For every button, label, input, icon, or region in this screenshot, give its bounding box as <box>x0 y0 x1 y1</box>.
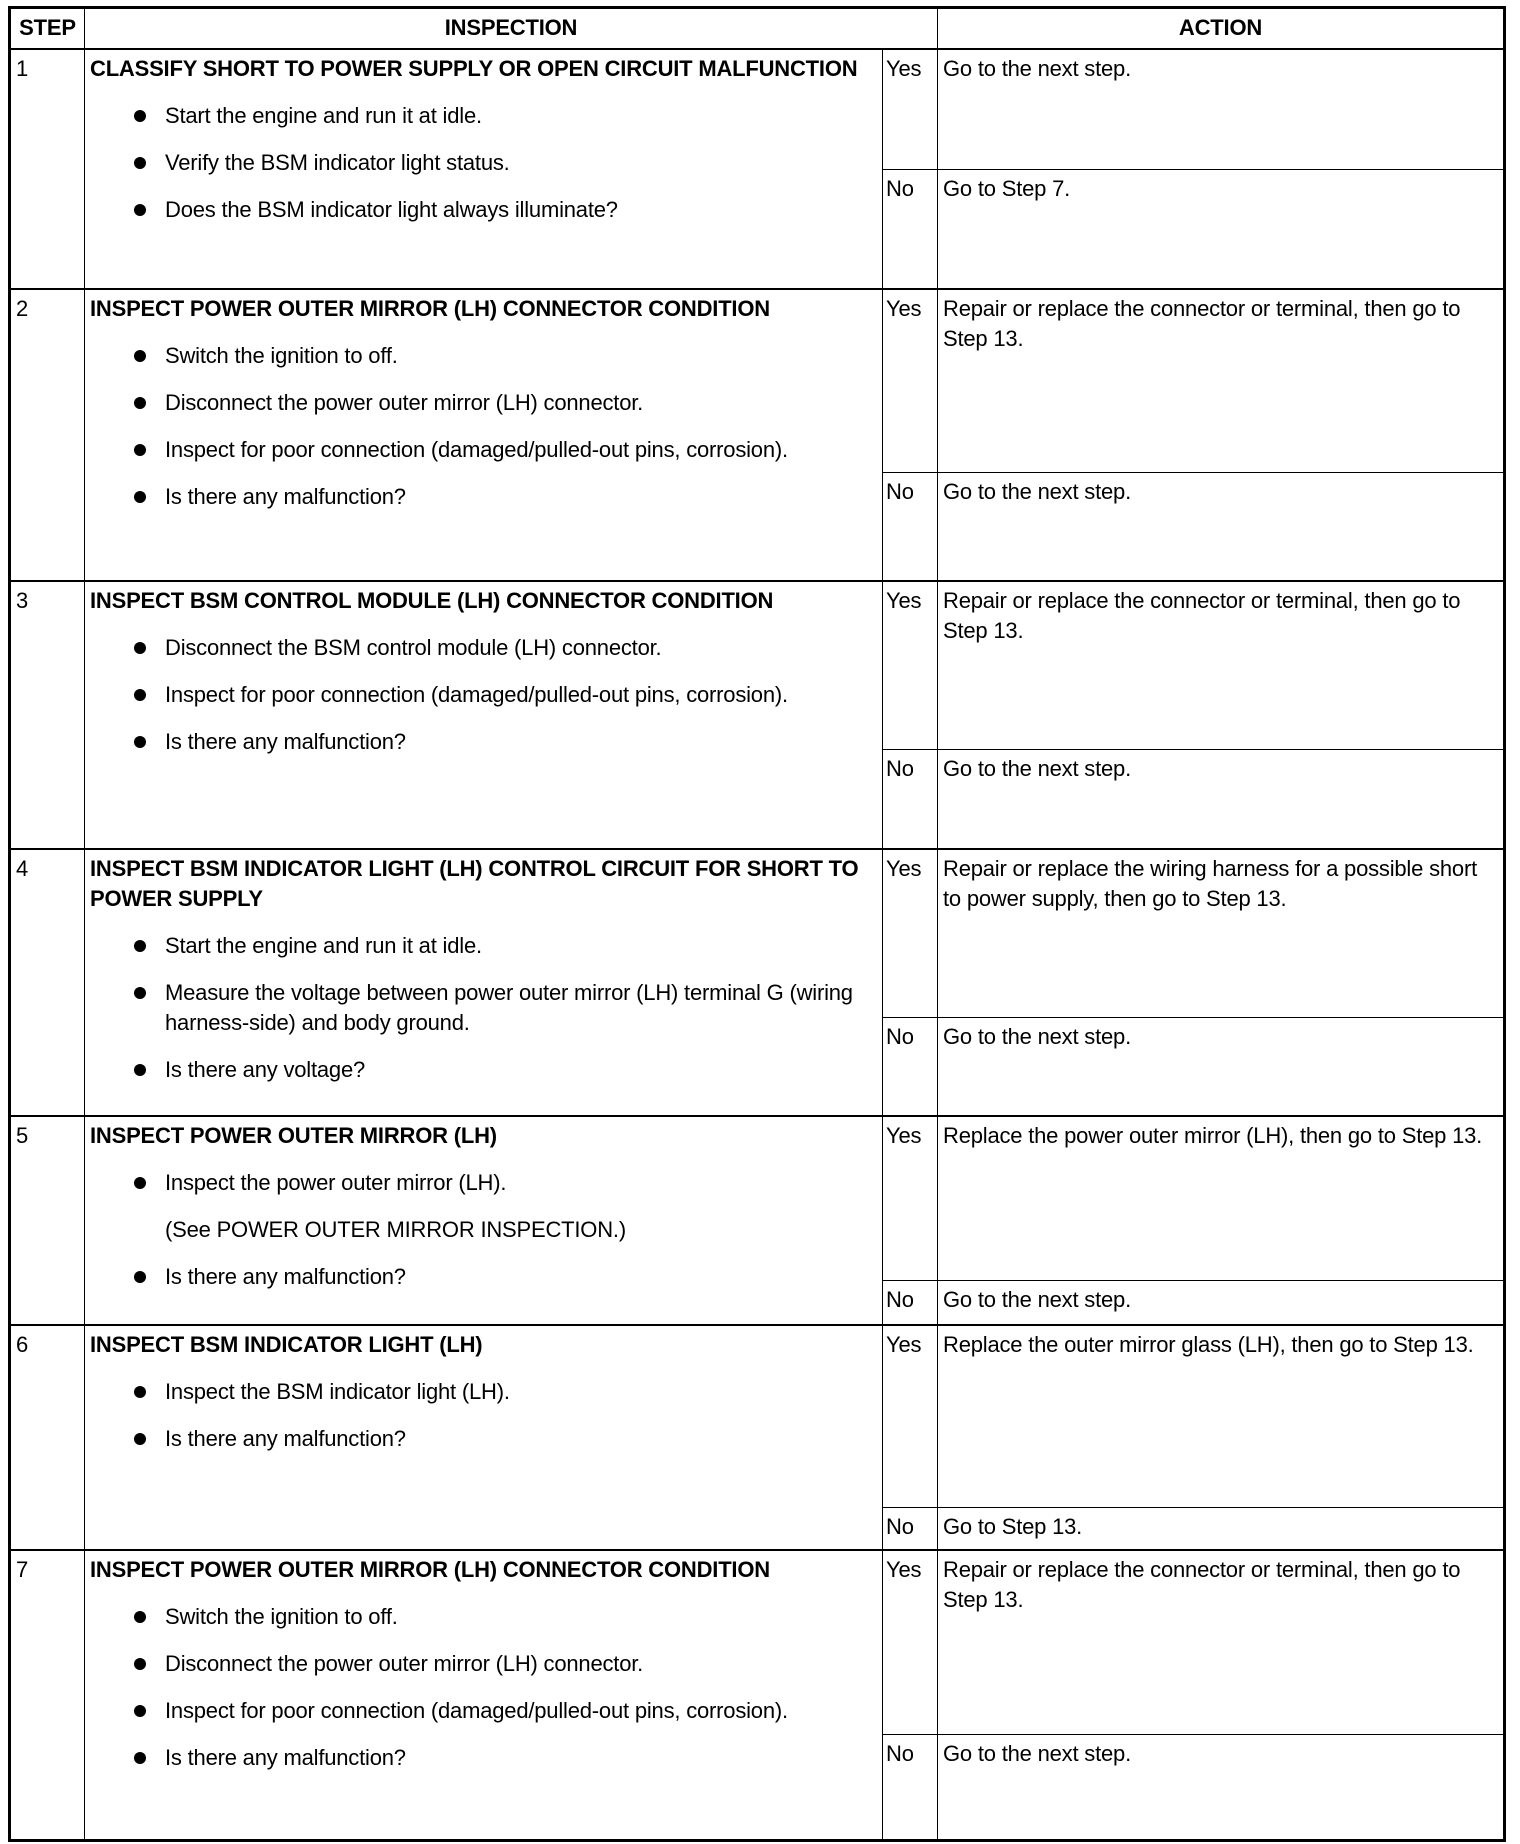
inspection-bullet-item <box>90 148 877 178</box>
inspection-cell <box>85 581 883 849</box>
no-label: No <box>883 473 938 581</box>
yes-action: Repair or replace the connector or terminal, then go to Step 13. <box>938 289 1505 473</box>
no-action: Go to the next step. <box>938 1281 1505 1325</box>
bullet-icon <box>134 689 146 701</box>
bullet-text: Disconnect the power outer mirror (LH) connector. <box>165 1650 644 1676</box>
inspection-cell <box>85 1550 883 1841</box>
no-label: No <box>883 170 938 289</box>
bullet-icon <box>134 1177 146 1189</box>
bullet-icon <box>134 444 146 456</box>
bullet-icon <box>134 110 146 122</box>
bullet-icon <box>134 350 146 362</box>
yes-action: Repair or replace the connector or terminal, then go to Step 13. <box>938 1550 1505 1735</box>
bullet-icon <box>134 1705 146 1717</box>
no-label: No <box>883 1508 938 1550</box>
step-number: 1 <box>10 49 85 289</box>
step-number: 2 <box>10 289 85 581</box>
bullet-text: Is there any malfunction? <box>165 1744 406 1770</box>
bullet-text: Is there any malfunction? <box>165 1263 406 1289</box>
step-row-yes <box>10 289 1505 473</box>
step-row-yes <box>10 49 1505 170</box>
bullet-text: Disconnect the power outer mirror (LH) connector. <box>165 389 644 415</box>
no-label: No <box>883 1018 938 1116</box>
bullet-icon <box>134 736 146 748</box>
inspection-bullet-item <box>90 680 877 710</box>
inspection-bullet-item <box>90 195 877 225</box>
inspection-cell <box>85 849 883 1116</box>
no-action: Go to Step 7. <box>938 170 1505 289</box>
no-label: No <box>883 750 938 849</box>
bullet-icon <box>134 1064 146 1076</box>
inspection-bullet-item <box>90 1262 877 1292</box>
inspection-cell <box>85 49 883 289</box>
bullet-icon <box>134 1752 146 1764</box>
bullet-icon <box>134 397 146 409</box>
inspection-bullet-item <box>90 1168 877 1198</box>
no-action: Go to the next step. <box>938 750 1505 849</box>
bullet-text: Verify the BSM indicator light status. <box>165 149 510 175</box>
step-number: 6 <box>10 1325 85 1550</box>
bullet-icon <box>134 204 146 216</box>
inspection-cell <box>85 289 883 581</box>
bullet-icon <box>134 940 146 952</box>
bullet-icon <box>134 1611 146 1623</box>
no-label: No <box>883 1735 938 1841</box>
inspection-title: INSPECT BSM CONTROL MODULE (LH) CONNECTOR CONDITION <box>90 587 774 613</box>
yes-action: Replace the power outer mirror (LH), then go to Step 13. <box>938 1116 1505 1281</box>
bullet-icon <box>134 157 146 169</box>
bullet-text: Is there any malfunction? <box>165 1425 406 1451</box>
inspection-bullet-item <box>90 388 877 418</box>
bullet-icon <box>134 642 146 654</box>
yes-label: Yes <box>883 49 938 170</box>
inspection-bullet-item <box>90 1602 877 1632</box>
bullet-text: Start the engine and run it at idle. <box>165 932 482 958</box>
bullet-text: Disconnect the BSM control module (LH) connector. <box>165 634 662 660</box>
bullet-text: Is there any malfunction? <box>165 483 406 509</box>
bullet-icon <box>134 1271 146 1283</box>
inspection-title: INSPECT POWER OUTER MIRROR (LH) <box>90 1122 497 1148</box>
bullet-icon <box>134 491 146 503</box>
no-action: Go to Step 13. <box>938 1508 1505 1550</box>
bullet-text: Switch the ignition to off. <box>165 342 398 368</box>
bullet-text: Inspect for poor connection (damaged/pulled-out pins, corrosion). <box>165 436 788 462</box>
inspection-bullet-item <box>90 1649 877 1679</box>
inspection-note: (See POWER OUTER MIRROR INSPECTION.) <box>165 1216 626 1242</box>
yes-action: Repair or replace the wiring harness for a possible short to power supply, then go to Step 13. <box>938 849 1505 1018</box>
step-row-yes <box>10 581 1505 750</box>
step-number: 7 <box>10 1550 85 1841</box>
inspection-bullet-item <box>90 1696 877 1726</box>
diagnostic-procedure-table <box>8 6 1506 1842</box>
step-number: 3 <box>10 581 85 849</box>
bullet-text: Does the BSM indicator light always illuminate? <box>165 196 618 222</box>
inspection-bullet-item <box>90 482 877 512</box>
bullet-text: Inspect the power outer mirror (LH). <box>165 1169 507 1195</box>
no-action: Go to the next step. <box>938 473 1505 581</box>
inspection-bullet-item <box>90 101 877 131</box>
no-label: No <box>883 1281 938 1325</box>
step-number: 5 <box>10 1116 85 1325</box>
inspection-cell <box>85 1116 883 1325</box>
bullet-icon <box>134 1433 146 1445</box>
bullet-icon <box>134 1386 146 1398</box>
yes-label: Yes <box>883 581 938 750</box>
header-step: STEP <box>10 8 85 49</box>
inspection-bullet-item <box>90 1055 877 1085</box>
inspection-bullet-item <box>90 1424 877 1454</box>
inspection-bullet-item <box>90 633 877 663</box>
bullet-icon <box>134 1658 146 1670</box>
inspection-bullet-item <box>90 1743 877 1773</box>
inspection-bullet-item <box>90 727 877 757</box>
bullet-text: Is there any voltage? <box>165 1056 366 1082</box>
yes-action: Replace the outer mirror glass (LH), then go to Step 13. <box>938 1325 1505 1508</box>
yes-label: Yes <box>883 289 938 473</box>
header-row <box>10 8 1505 49</box>
bullet-icon <box>134 987 146 999</box>
yes-action: Go to the next step. <box>938 49 1505 170</box>
header-action: ACTION <box>938 8 1505 49</box>
inspection-bullet-item <box>90 931 877 961</box>
step-row-yes <box>10 1325 1505 1508</box>
inspection-title: INSPECT BSM INDICATOR LIGHT (LH) CONTROL CIRCUIT FOR SHORT TO POWER SUPPLY <box>90 855 859 911</box>
yes-label: Yes <box>883 1325 938 1508</box>
bullet-text: Measure the voltage between power outer mirror (LH) terminal G (wiring harness-side) and body ground. <box>165 979 853 1035</box>
inspection-title: INSPECT BSM INDICATOR LIGHT (LH) <box>90 1331 483 1357</box>
step-row-yes <box>10 849 1505 1018</box>
inspection-bullet-item <box>90 978 877 1038</box>
bullet-text: Switch the ignition to off. <box>165 1603 398 1629</box>
inspection-bullet-item <box>90 341 877 371</box>
bullet-text: Inspect for poor connection (damaged/pulled-out pins, corrosion). <box>165 681 788 707</box>
inspection-title: CLASSIFY SHORT TO POWER SUPPLY OR OPEN CIRCUIT MALFUNCTION <box>90 55 858 81</box>
bullet-text: Inspect for poor connection (damaged/pulled-out pins, corrosion). <box>165 1697 788 1723</box>
inspection-cell <box>85 1325 883 1550</box>
step-row-yes <box>10 1550 1505 1735</box>
inspection-bullet-item <box>90 435 877 465</box>
bullet-text: Start the engine and run it at idle. <box>165 102 482 128</box>
no-action: Go to the next step. <box>938 1735 1505 1841</box>
header-inspection: INSPECTION <box>85 8 938 49</box>
step-row-yes <box>10 1116 1505 1281</box>
inspection-title: INSPECT POWER OUTER MIRROR (LH) CONNECTOR CONDITION <box>90 295 770 321</box>
no-action: Go to the next step. <box>938 1018 1505 1116</box>
inspection-title: INSPECT POWER OUTER MIRROR (LH) CONNECTOR CONDITION <box>90 1556 770 1582</box>
yes-label: Yes <box>883 1116 938 1281</box>
yes-action: Repair or replace the connector or terminal, then go to Step 13. <box>938 581 1505 750</box>
step-number: 4 <box>10 849 85 1116</box>
yes-label: Yes <box>883 849 938 1018</box>
bullet-text: Is there any malfunction? <box>165 728 406 754</box>
yes-label: Yes <box>883 1550 938 1735</box>
inspection-bullet-item <box>90 1377 877 1407</box>
bullet-text: Inspect the BSM indicator light (LH). <box>165 1378 510 1404</box>
